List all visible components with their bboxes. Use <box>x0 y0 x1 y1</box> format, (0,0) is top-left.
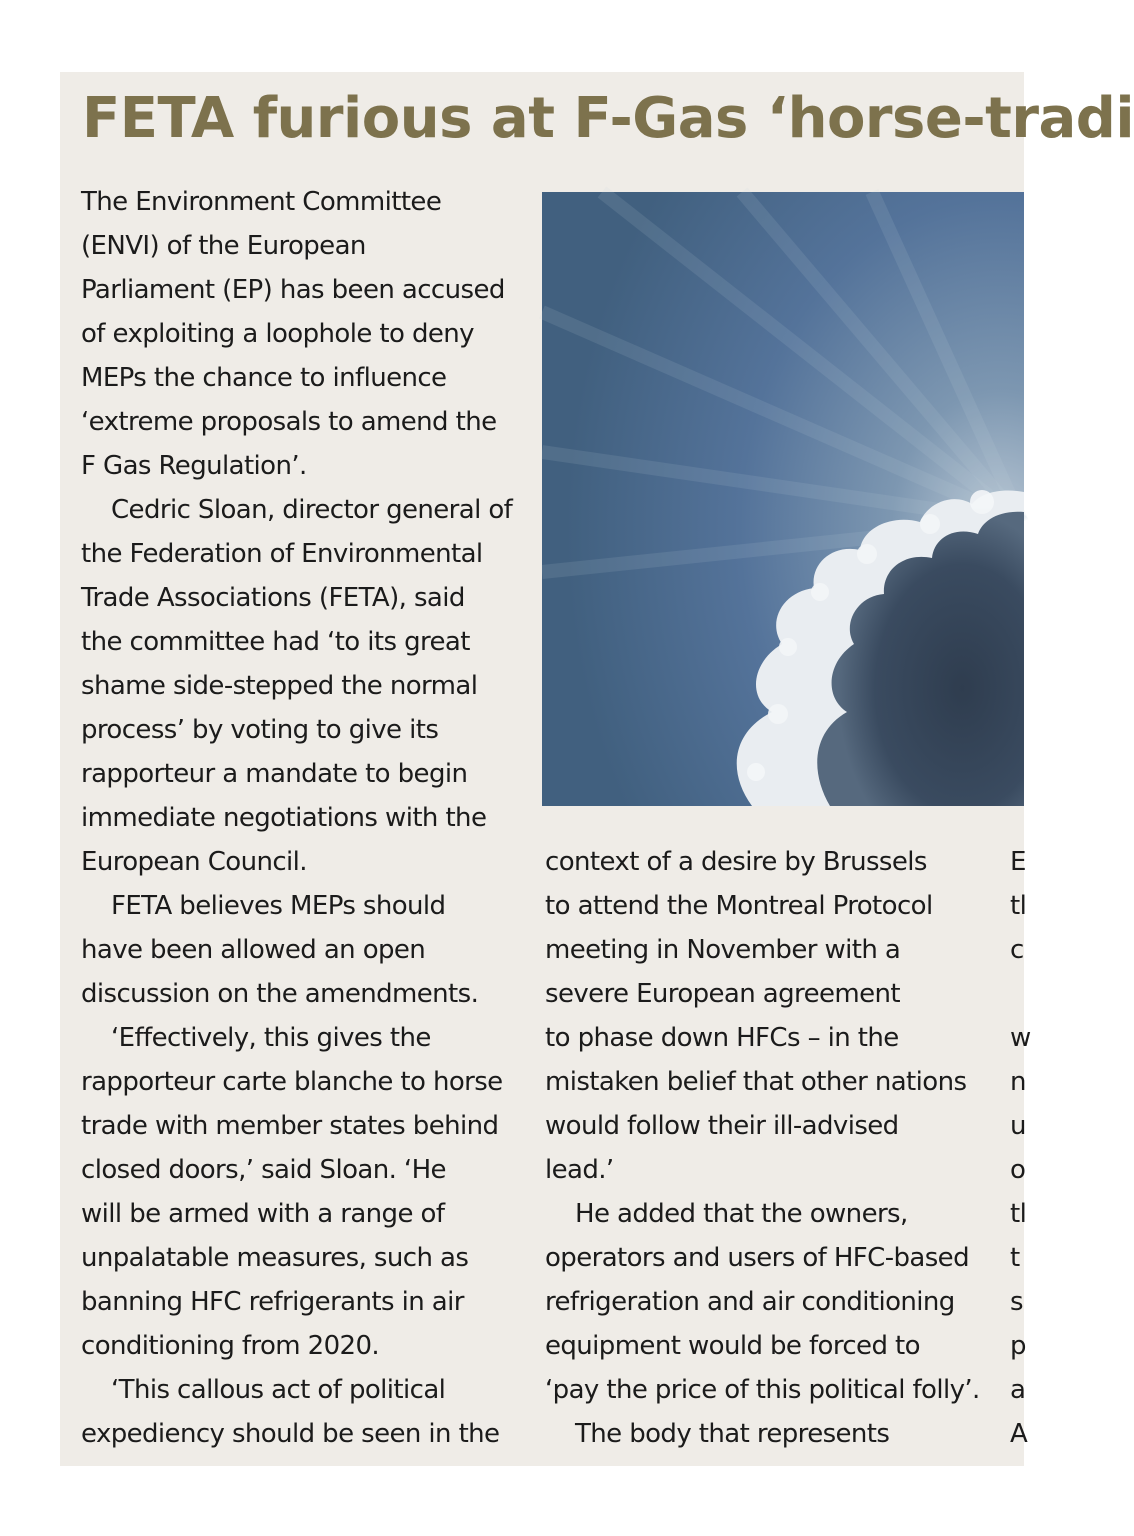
text-line: expediency should be seen in the <box>81 1419 500 1449</box>
text-line: would follow their ill-advised <box>545 1111 899 1141</box>
text-line: w <box>1010 1023 1031 1053</box>
text-line: meeting in November with a <box>545 935 901 965</box>
text-line: ‘extreme proposals to amend the <box>81 407 497 437</box>
text-line: Trade Associations (FETA), said <box>81 583 465 613</box>
text-line: tl <box>1010 1199 1027 1229</box>
text-line: mistaken belief that other nations <box>545 1067 967 1097</box>
text-line: equipment would be forced to <box>545 1331 920 1361</box>
text-line: operators and users of HFC-based <box>545 1243 969 1273</box>
text-line: immediate negotiations with the <box>81 803 487 833</box>
text-line: t <box>1010 1243 1020 1273</box>
text-line: The Environment Committee <box>81 187 442 217</box>
article-panel <box>60 72 1134 1466</box>
text-line: of exploiting a loophole to deny <box>81 319 474 349</box>
text-line: (ENVI) of the European <box>81 231 366 261</box>
text-line: Parliament (EP) has been accused <box>81 275 505 305</box>
text-line: context of a desire by Brussels <box>545 847 927 877</box>
text-line: n <box>1010 1067 1026 1097</box>
text-line: FETA believes MEPs should <box>111 891 446 921</box>
cloud-sky-photo <box>542 192 1024 806</box>
text-line: shame side-stepped the normal <box>81 671 478 701</box>
text-line: conditioning from 2020. <box>81 1331 380 1361</box>
text-line: He added that the owners, <box>575 1199 908 1229</box>
text-line: ‘Effectively, this gives the <box>111 1023 431 1053</box>
text-line: trade with member states behind <box>81 1111 499 1141</box>
text-line: tl <box>1010 891 1027 921</box>
text-line: have been allowed an open <box>81 935 426 965</box>
cloud-sky-icon <box>542 192 1024 806</box>
text-line: lead.’ <box>545 1155 614 1185</box>
text-line: ‘This callous act of political <box>111 1375 446 1405</box>
text-line: rapporteur a mandate to begin <box>81 759 468 789</box>
text-line: ‘pay the price of this political folly’. <box>545 1375 980 1405</box>
text-line: rapporteur carte blanche to horse <box>81 1067 503 1097</box>
text-line: to phase down HFCs – in the <box>545 1023 899 1053</box>
text-line: F Gas Regulation’. <box>81 451 307 481</box>
text-line: severe European agreement <box>545 979 900 1009</box>
text-line: refrigeration and air conditioning <box>545 1287 955 1317</box>
text-line: to attend the Montreal Protocol <box>545 891 933 921</box>
text-line: the Federation of Environmental <box>81 539 483 569</box>
text-line: banning HFC refrigerants in air <box>81 1287 464 1317</box>
text-line: s <box>1010 1287 1023 1317</box>
text-line: discussion on the amendments. <box>81 979 479 1009</box>
text-line: c <box>1010 935 1024 965</box>
text-line: Cedric Sloan, director general of <box>111 495 513 525</box>
text-line: will be armed with a range of <box>81 1199 445 1229</box>
text-line: closed doors,’ said Sloan. ‘He <box>81 1155 446 1185</box>
text-line: A <box>1010 1419 1028 1449</box>
headline: FETA furious at F-Gas ‘horse-tradi <box>82 86 1134 151</box>
text-line: o <box>1010 1155 1026 1185</box>
text-line: MEPs the chance to influence <box>81 363 447 393</box>
text-line: p <box>1010 1331 1026 1361</box>
text-line: u <box>1010 1111 1026 1141</box>
text-line: unpalatable measures, such as <box>81 1243 469 1273</box>
text-line: the committee had ‘to its great <box>81 627 470 657</box>
text-line: The body that represents <box>575 1419 890 1449</box>
text-line: a <box>1010 1375 1026 1405</box>
text-line: European Council. <box>81 847 307 877</box>
text-line: E <box>1010 847 1026 877</box>
text-line: process’ by voting to give its <box>81 715 439 745</box>
